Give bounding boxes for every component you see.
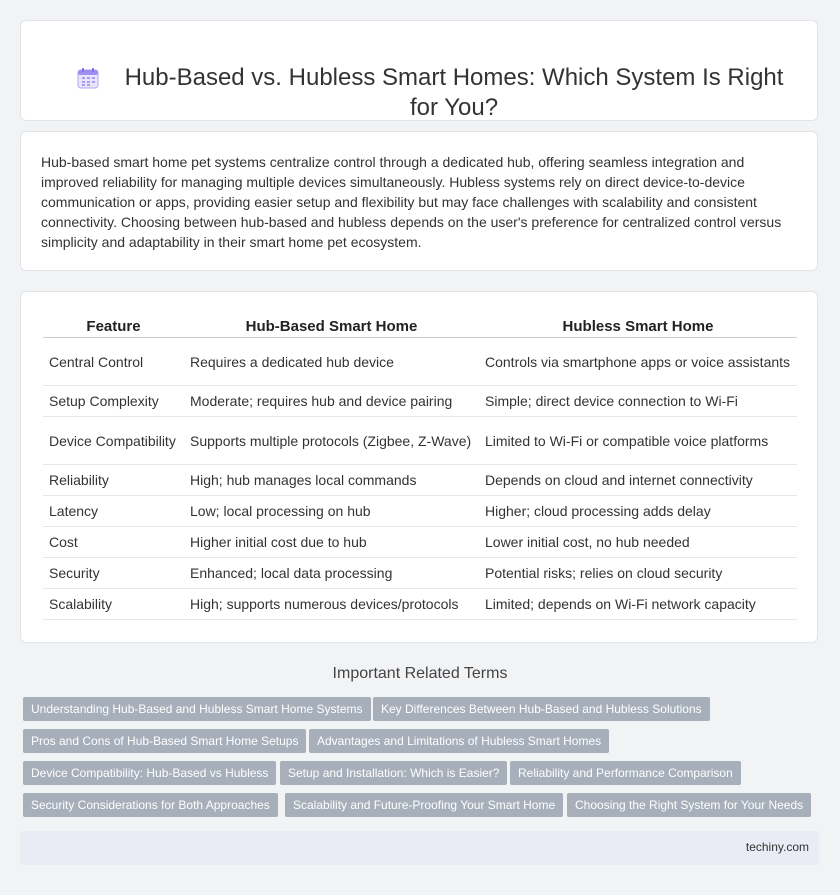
table-cell: Limited to Wi-Fi or compatible voice platforms [479, 417, 797, 465]
header-hub-based: Hub-Based Smart Home [184, 312, 479, 338]
comparison-table-card [20, 291, 818, 643]
related-term-link[interactable]: Pros and Cons of Hub-Based Smart Home Setups [23, 729, 306, 753]
related-term-link[interactable]: Reliability and Performance Comparison [510, 761, 741, 785]
related-term-link[interactable]: Security Considerations for Both Approaches [23, 793, 278, 817]
table-cell: Lower initial cost, no hub needed [479, 527, 797, 558]
related-term-link[interactable]: Key Differences Between Hub-Based and Hubless Solutions [373, 697, 710, 721]
table-cell: Potential risks; relies on cloud security [479, 558, 797, 589]
intro-card [20, 131, 818, 271]
table-cell: Depends on cloud and internet connectivity [479, 465, 797, 496]
table-row [43, 386, 797, 417]
table-row [43, 465, 797, 496]
table-cell: Requires a dedicated hub device [184, 338, 479, 386]
intro-paragraph: Hub-based smart home pet systems centralize control through a dedicated hub, offering seamless integration and improved reliability for managing multiple devices simultaneously. Hubless systems rely on direct device-to-device communication or apps, providing easier setup and flexibility but may face challenges with scalability and consistent connectivity. Choosing between hub-based and hubless depends on the user's preference for centralized control versus simplicity and adaptability in their smart home pet ecosystem. [41, 154, 782, 250]
table-row [43, 527, 797, 558]
table-row [43, 496, 797, 527]
table-cell: Higher initial cost due to hub [184, 527, 479, 558]
table-cell: Higher; cloud processing adds delay [479, 496, 797, 527]
table-cell: Moderate; requires hub and device pairing [184, 386, 479, 417]
footer-site-link[interactable]: techiny.com [745, 840, 809, 854]
comparison-table [43, 312, 797, 620]
related-term-link[interactable]: Scalability and Future-Proofing Your Smart Home [285, 793, 563, 817]
table-cell: Enhanced; local data processing [184, 558, 479, 589]
related-term-link[interactable]: Advantages and Limitations of Hubless Smart Homes [309, 729, 609, 753]
related-term-link[interactable]: Choosing the Right System for Your Needs [567, 793, 811, 817]
table-cell: Security [43, 558, 184, 589]
table-cell: Scalability [43, 589, 184, 620]
related-term-link[interactable]: Setup and Installation: Which is Easier? [280, 761, 507, 785]
table-cell: High; hub manages local commands [184, 465, 479, 496]
table-cell: Cost [43, 527, 184, 558]
related-terms-heading: Important Related Terms [332, 665, 508, 682]
table-cell: Setup Complexity [43, 386, 184, 417]
footer [20, 831, 819, 865]
table-cell: Reliability [43, 465, 184, 496]
table-cell: Controls via smartphone apps or voice assistants [479, 338, 797, 386]
table-cell: Supports multiple protocols (Zigbee, Z-Wave) [184, 417, 479, 465]
table-row [43, 558, 797, 589]
table-header-row [43, 312, 797, 338]
calendar-icon [77, 67, 99, 89]
header-hubless: Hubless Smart Home [479, 312, 797, 338]
table-cell: Simple; direct device connection to Wi-Fi [479, 386, 797, 417]
table-cell: High; supports numerous devices/protocols [184, 589, 479, 620]
table-row [43, 589, 797, 620]
table-cell: Latency [43, 496, 184, 527]
table-row [43, 338, 797, 386]
related-term-link[interactable]: Device Compatibility: Hub-Based vs Hubless [23, 761, 276, 785]
related-term-link[interactable]: Understanding Hub-Based and Hubless Smart Home Systems [23, 697, 371, 721]
table-cell: Limited; depends on Wi-Fi network capacity [479, 589, 797, 620]
table-cell: Central Control [43, 338, 184, 386]
title-card [20, 20, 818, 121]
header-feature: Feature [43, 312, 184, 338]
table-cell: Low; local processing on hub [184, 496, 479, 527]
table-cell: Device Compatibility [43, 417, 184, 465]
page-title: Hub-Based vs. Hubless Smart Homes: Which System Is Right for You? [124, 64, 784, 121]
table-row [43, 417, 797, 465]
